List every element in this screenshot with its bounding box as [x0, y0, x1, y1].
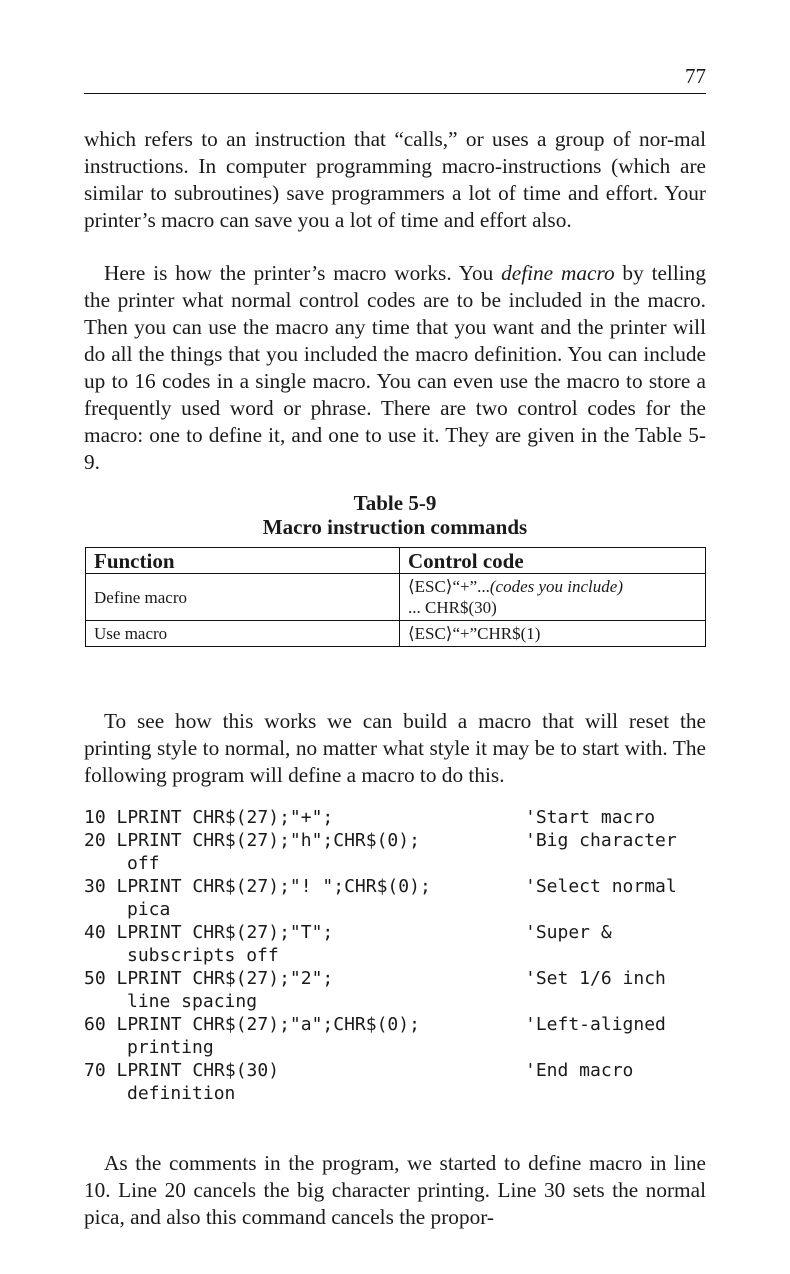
paragraph-4 [84, 1150, 706, 1231]
table-caption-number: Table 5-9 [353, 491, 437, 515]
code-line [84, 967, 724, 990]
header-function: Function [86, 548, 400, 574]
code-line [84, 921, 724, 944]
code-comment: 'Select normal [525, 876, 677, 897]
macro-commands-table [85, 547, 706, 647]
function-use-macro: Use macro [86, 621, 400, 647]
code-define-suffix: ... CHR$(30) [408, 598, 497, 617]
code-comment: 'Start macro [525, 807, 656, 828]
code-comment: 'Super & [525, 922, 612, 943]
code-statement: 10 LPRINT CHR$(27);"+"; [84, 807, 334, 828]
paragraph-2-start: Here is how the printer’s macro works. You [104, 261, 502, 285]
code-statement: 50 LPRINT CHR$(27);"2"; [84, 968, 334, 989]
code-statement: 70 LPRINT CHR$(30) [84, 1060, 280, 1081]
page-number: 77 [685, 64, 706, 88]
code-comment: 'Left-aligned [525, 1014, 666, 1035]
code-line [84, 898, 724, 921]
code-define-emphasis: (codes you include) [489, 577, 623, 596]
code-line [84, 1082, 724, 1105]
code-line [84, 806, 724, 829]
code-line [84, 944, 724, 967]
code-statement: off [127, 853, 160, 874]
code-line [84, 852, 724, 875]
code-line [84, 1013, 724, 1036]
code-statement: 40 LPRINT CHR$(27);"T"; [84, 922, 334, 943]
paragraph-1: which refers to an instruction that “calls,” or uses a group of nor-mal instructions. In computer programming macro-instructions (which are similar to subroutines) save programmers a lot of time and effort. Your printer’s macro can save you a lot of time and effort also. [84, 127, 706, 232]
paragraph-4-text: As the comments in the program, we started to define macro in line 10. Line 20 cancels the big character printing. Line 30 sets the normal pica, and also this command cancels the propor- [84, 1151, 706, 1229]
table-caption-title: Macro instruction commands [262, 515, 528, 539]
code-line [84, 829, 724, 852]
table-header-row [86, 548, 706, 574]
code-comment: 'Set 1/6 inch [525, 968, 666, 989]
code-statement: printing [127, 1037, 214, 1058]
paragraph-2-emphasis: define macro [501, 261, 615, 285]
code-line [84, 1059, 724, 1082]
code-line [84, 875, 724, 898]
header-rule [84, 93, 706, 94]
code-use-macro: ⟨ESC⟩“+”CHR$(1) [400, 621, 706, 647]
program-listing [84, 806, 724, 1105]
code-define-macro [400, 574, 706, 621]
code-statement: 20 LPRINT CHR$(27);"h";CHR$(0); [84, 830, 420, 851]
code-line [84, 990, 724, 1013]
code-line [84, 1036, 724, 1059]
code-statement: pica [127, 899, 171, 920]
header-control-code: Control code [400, 548, 706, 574]
function-define-macro: Define macro [86, 574, 400, 621]
code-comment: 'Big character [525, 830, 677, 851]
code-comment: 'End macro [525, 1060, 634, 1081]
code-define-prefix: ⟨ESC⟩“+”... [408, 577, 490, 596]
paragraph-2-end: by telling the printer what normal control codes are to be included in the macro. Then you can use the macro any time that you want and the printer will do all the things that you included the macro definition. You can include up to 16 codes in a single macro. You can even use the macro to store a frequently used word or phrase. There are two control codes for the macro: one to define it, and one to use it. They are given in the Table 5-9. [84, 261, 706, 474]
code-statement: 60 LPRINT CHR$(27);"a";CHR$(0); [84, 1014, 420, 1035]
paragraph-3 [84, 708, 706, 789]
table-row [86, 574, 706, 621]
paragraph-2 [84, 260, 706, 476]
paragraph-3-text: To see how this works we can build a macro that will reset the printing style to normal, no matter what style it may be to start with. The following program will define a macro to do this. [84, 709, 706, 787]
code-statement: definition [127, 1083, 236, 1104]
code-statement: 30 LPRINT CHR$(27);"! ";CHR$(0); [84, 876, 431, 897]
table-row [86, 621, 706, 647]
code-statement: subscripts off [127, 945, 279, 966]
code-statement: line spacing [127, 991, 258, 1012]
